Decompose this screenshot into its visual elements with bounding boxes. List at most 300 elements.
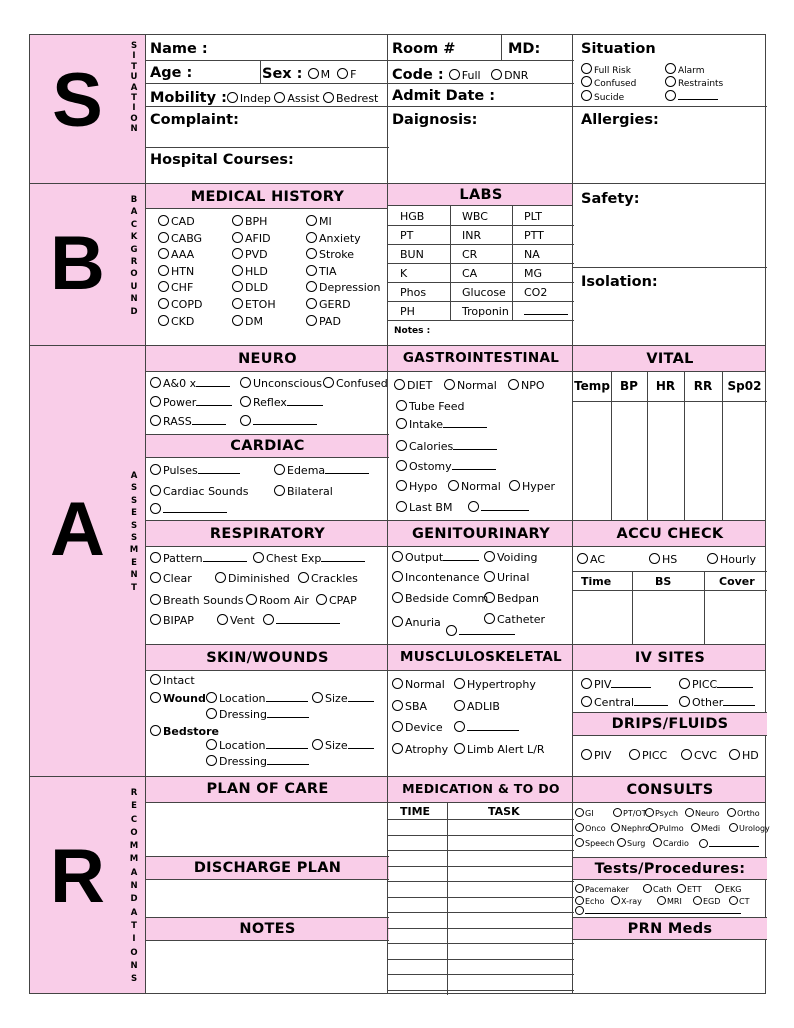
bipap-radio[interactable] [150, 614, 161, 625]
situation-admin-box [387, 34, 573, 184]
crackles-label: Crackles [311, 572, 358, 585]
history-dld-radio[interactable] [232, 281, 243, 292]
confused-radio[interactable] [581, 76, 592, 87]
intake-label: Intake [409, 418, 444, 431]
clear-radio[interactable] [150, 572, 161, 583]
gi-normal-label: Normal [457, 379, 497, 392]
test-egd-radio[interactable] [693, 896, 702, 905]
history-ckd-radio[interactable] [158, 315, 169, 326]
med-row-line [388, 835, 574, 836]
alarm-radio[interactable] [665, 63, 676, 74]
history-option [306, 298, 351, 310]
history-stroke-label: Stroke [319, 248, 355, 262]
resp-other-radio[interactable] [263, 614, 274, 625]
history-option [306, 215, 332, 227]
r-band [29, 776, 146, 994]
neuro-cardiac-box [145, 345, 388, 521]
consult-option [685, 808, 719, 818]
consult-gi-radio[interactable] [575, 808, 584, 817]
consult-option [611, 823, 650, 833]
history-option [232, 315, 263, 327]
history-cad-radio[interactable] [158, 215, 169, 226]
bedstore-location-radio[interactable] [206, 739, 217, 750]
cardiac-sounds-radio[interactable] [150, 485, 161, 496]
drip-hd-label: HD [742, 749, 759, 762]
medical-history-title: MEDICAL HISTORY [190, 189, 345, 205]
device-radio[interactable] [392, 721, 403, 732]
history-pad-label: PAD [319, 314, 341, 328]
tube-feed-radio[interactable] [396, 400, 407, 411]
history-option [306, 232, 361, 244]
history-bph-radio[interactable] [232, 215, 243, 226]
consult-other [699, 838, 759, 849]
wound-dressing-label: Dressing [219, 708, 267, 721]
intact-radio[interactable] [150, 674, 161, 685]
test-option [677, 884, 702, 894]
gu-title: GENITOURINARY [411, 526, 551, 542]
bedstore-size-label: Size [325, 739, 348, 752]
wound-location-label: Location [219, 692, 266, 705]
consult-onco-label: Onco [585, 824, 606, 833]
assist-radio[interactable] [274, 92, 285, 103]
notes-title: NOTES [239, 921, 296, 937]
iv-other-radio[interactable] [679, 696, 690, 707]
test-x-ray-label: X-ray [621, 897, 642, 906]
safety-box [572, 183, 766, 346]
sbar-report-sheet [29, 34, 770, 994]
msk-other-radio[interactable] [454, 721, 465, 732]
s-band [29, 34, 146, 184]
vent-label: Vent [230, 614, 255, 627]
gi-other-radio[interactable] [468, 501, 479, 512]
bedstore-radio[interactable] [150, 725, 161, 736]
room-field[interactable]: Room # [392, 41, 456, 57]
history-copd-radio[interactable] [158, 298, 169, 309]
bedrest-radio[interactable] [323, 92, 334, 103]
adlib-radio[interactable] [454, 700, 465, 711]
cpap-radio[interactable] [316, 594, 327, 605]
intake-radio[interactable] [396, 418, 407, 429]
accu-ac-label: AC [590, 553, 606, 566]
diet-radio[interactable] [394, 379, 405, 390]
test-ct-label: CT [739, 897, 750, 906]
iv-picc-label: PICC [692, 678, 718, 691]
drip-hd-radio[interactable] [729, 749, 740, 760]
consult-pulmo-label: Pulmo [659, 824, 684, 833]
consult-nephro-radio[interactable] [611, 823, 620, 832]
safety-field[interactable]: Safety: [581, 191, 640, 207]
rass-radio[interactable] [150, 415, 161, 426]
power-radio[interactable] [150, 396, 161, 407]
consult-option [691, 823, 720, 833]
code-dnr-radio[interactable] [491, 69, 502, 80]
consult-option [729, 823, 770, 833]
wound-size-radio[interactable] [312, 692, 323, 703]
lab-co2: CO2 [524, 286, 548, 299]
history-stroke-radio[interactable] [306, 248, 317, 259]
accu-check-title: ACCU CHECK [616, 526, 724, 542]
ao-radio[interactable] [150, 377, 161, 388]
consult-surg-radio[interactable] [617, 838, 626, 847]
musculoskeletal-box [387, 644, 573, 777]
consult-other-radio[interactable] [699, 839, 708, 848]
history-mi-radio[interactable] [306, 215, 317, 226]
history-option [158, 232, 202, 244]
hospital-courses-field[interactable]: Hospital Courses: [150, 152, 294, 168]
medication-title: MEDICATION & TO DO [402, 781, 560, 796]
hyper-radio[interactable] [509, 480, 520, 491]
history-option [158, 215, 195, 227]
restraints-radio[interactable] [665, 76, 676, 87]
bipap-label: BIPAP [163, 614, 194, 627]
med-row-line [388, 912, 574, 913]
history-depression-radio[interactable] [306, 281, 317, 292]
msk-title: MUSCLULOSKELETAL [400, 649, 562, 665]
bowel-normal-radio[interactable] [448, 480, 459, 491]
atrophy-radio[interactable] [392, 743, 403, 754]
msk-normal-label: Normal [405, 678, 445, 691]
med-row-line [388, 928, 574, 929]
iv-picc-radio[interactable] [679, 678, 690, 689]
history-option [306, 248, 354, 260]
room-air-radio[interactable] [246, 594, 257, 605]
genitourinary-box [387, 520, 573, 645]
test-ett-radio[interactable] [677, 884, 686, 893]
history-etoh-label: ETOH [245, 298, 276, 311]
hypertrophy-label: Hypertrophy [467, 678, 536, 691]
ostomy-radio[interactable] [396, 460, 407, 471]
vital-box [572, 345, 766, 521]
test-ct-radio[interactable] [729, 896, 738, 905]
consult-onco-radio[interactable] [575, 823, 584, 832]
output-label: Output [405, 551, 444, 564]
test-cath-radio[interactable] [643, 884, 652, 893]
neuro-confused-radio[interactable] [323, 377, 334, 388]
catheter-label: Catheter [497, 613, 546, 626]
history-copd-label: COPD [171, 298, 203, 311]
consults-box [572, 776, 770, 994]
npo-label: NPO [521, 379, 545, 392]
vent-radio[interactable] [217, 614, 228, 625]
history-cad-label: CAD [171, 215, 195, 228]
history-anxiety-radio[interactable] [306, 232, 317, 243]
sex-f-label: F [350, 68, 357, 81]
gu-other-radio[interactable] [446, 625, 457, 636]
reflex-label: Reflex [253, 396, 287, 409]
edema-radio[interactable] [274, 464, 285, 475]
iv-sites-title: IV SITES [634, 650, 706, 666]
drip-cvc-radio[interactable] [681, 749, 692, 760]
lab-ca: CA [462, 267, 478, 280]
respiratory-box [145, 520, 388, 645]
history-tia-label: TIA [319, 264, 337, 278]
crackles-radio[interactable] [298, 572, 309, 583]
calories-label: Calories [409, 440, 454, 453]
bedrest-label: Bedrest [335, 92, 379, 105]
restraints-label: Restraints [678, 79, 724, 89]
test-pacemaker-label: Pacemaker [585, 885, 629, 894]
gi-normal-radio[interactable] [444, 379, 455, 390]
test-pacemaker-radio[interactable] [575, 884, 584, 893]
consult-neuro-radio[interactable] [685, 808, 694, 817]
history-option [158, 315, 194, 327]
history-option [158, 298, 202, 310]
lab-k: K [400, 267, 408, 280]
s-vertical-label: S I T U A T I O N [130, 41, 138, 135]
cardiac-sounds-label: Cardiac Sounds [163, 485, 249, 498]
sba-radio[interactable] [392, 700, 403, 711]
pulses-radio[interactable] [150, 464, 161, 475]
history-cabg-label: CABG [171, 231, 203, 245]
consult-gi-label: GI [585, 809, 594, 818]
chest-exp-radio[interactable] [253, 552, 264, 563]
wound-location-radio[interactable] [206, 692, 217, 703]
s-letter: S [52, 58, 103, 143]
cardiac-other-radio[interactable] [150, 503, 161, 514]
indep-label: Indep [239, 92, 271, 105]
sucide-label: Sucide [594, 93, 625, 103]
wound-radio[interactable] [150, 692, 161, 703]
chest-exp-label: Chest Exp [266, 552, 322, 565]
consult-speech-radio[interactable] [575, 838, 584, 847]
allergies-field[interactable]: Allergies: [581, 112, 659, 128]
test-ekg-label: EKG [725, 885, 742, 894]
lab-troponin: Troponin [462, 305, 509, 318]
history-pad-radio[interactable] [306, 315, 317, 326]
bedside-comm-radio[interactable] [392, 592, 403, 603]
history-dm-radio[interactable] [232, 315, 243, 326]
reflex-radio[interactable] [240, 396, 251, 407]
iv-central-radio[interactable] [581, 696, 592, 707]
sex-m-radio[interactable] [308, 68, 319, 79]
consult-urology-radio[interactable] [729, 823, 738, 832]
npo-radio[interactable] [508, 379, 519, 390]
consult-option [649, 823, 684, 833]
test-option [715, 884, 742, 894]
history-hld-radio[interactable] [232, 265, 243, 276]
assist-label: Assist [287, 92, 320, 105]
consult-psych-radio[interactable] [645, 808, 654, 817]
consult-ortho-radio[interactable] [727, 808, 736, 817]
drip-picc-label: PICC [642, 749, 668, 762]
history-chf-radio[interactable] [158, 281, 169, 292]
history-ckd-label: CKD [171, 314, 195, 328]
history-pvd-radio[interactable] [232, 248, 243, 259]
complaint-field[interactable]: Complaint: [150, 112, 239, 128]
iv-sites-box [572, 644, 766, 777]
adlib-label: ADLIB [467, 700, 500, 713]
drip-cvc-label: CVC [694, 749, 717, 762]
lab-mg: MG [524, 267, 543, 280]
bedstore-size-radio[interactable] [312, 739, 323, 750]
hypertrophy-radio[interactable] [454, 678, 465, 689]
diagnosis-field[interactable]: Daignosis: [392, 112, 478, 128]
gastrointestinal-box [387, 345, 573, 521]
history-option [306, 315, 341, 327]
hypo-label: Hypo [409, 480, 438, 493]
drip-piv-radio[interactable] [581, 749, 592, 760]
consult-ortho-label: Ortho [737, 809, 760, 818]
lab-ptt: PTT [524, 229, 544, 242]
atrophy-label: Atrophy [405, 743, 449, 756]
power-label: Power [163, 396, 197, 409]
indep-radio[interactable] [227, 92, 238, 103]
calories-radio[interactable] [396, 440, 407, 451]
med-row-line [388, 897, 574, 898]
history-option [158, 265, 194, 277]
confused-label: Confused [594, 79, 637, 89]
sucide-radio[interactable] [581, 90, 592, 101]
consult-pulmo-radio[interactable] [649, 823, 658, 832]
device-label: Device [405, 721, 443, 734]
bedstore-dressing-radio[interactable] [206, 755, 217, 766]
accu-hs-radio[interactable] [649, 553, 660, 564]
test-option [575, 884, 629, 894]
history-htn-label: HTN [171, 264, 195, 278]
r-vertical-label: R E C O M M A N D A T I O N S [129, 788, 139, 985]
admit-date-field[interactable]: Admit Date : [392, 88, 496, 104]
consult-nephro-label: Nephro [621, 824, 651, 833]
cardiac-title: CARDIAC [230, 438, 305, 454]
unconscious-radio[interactable] [240, 377, 251, 388]
labs-box [387, 183, 573, 346]
bedpan-radio[interactable] [484, 592, 495, 603]
accu-time-header: Time [581, 575, 612, 588]
lab-phos: Phos [400, 286, 427, 299]
medical-history-box [145, 183, 388, 346]
history-tia-radio[interactable] [306, 265, 317, 276]
code-full-radio[interactable] [449, 69, 460, 80]
test-ekg-radio[interactable] [715, 884, 724, 893]
diminished-radio[interactable] [215, 572, 226, 583]
history-depression-label: Depression [319, 281, 381, 295]
consult-pt-ot-radio[interactable] [613, 808, 622, 817]
med-row-line [388, 959, 574, 960]
drip-option [581, 749, 611, 761]
age-field[interactable]: Age : [150, 65, 193, 81]
other-situation-radio[interactable] [665, 90, 676, 101]
consult-option [645, 808, 678, 818]
voiding-radio[interactable] [484, 551, 495, 562]
full-risk-radio[interactable] [581, 63, 592, 74]
wound-dressing-radio[interactable] [206, 708, 217, 719]
history-option [306, 281, 381, 293]
test-mri-radio[interactable] [657, 896, 666, 905]
plan-box [145, 776, 388, 994]
output-radio[interactable] [392, 551, 403, 562]
med-row-line [388, 881, 574, 882]
hyper-label: Hyper [522, 480, 556, 493]
test-other-radio[interactable] [575, 906, 584, 915]
history-option [232, 248, 268, 260]
incontenance-radio[interactable] [392, 571, 403, 582]
mobility-label: Mobility : [150, 90, 227, 106]
history-aaa-label: AAA [171, 248, 195, 262]
urinal-radio[interactable] [484, 571, 495, 582]
bedstore-label: Bedstore [163, 725, 219, 738]
lab-cr: CR [462, 248, 478, 261]
iv-piv-label: PIV [594, 678, 612, 691]
history-cabg-radio[interactable] [158, 232, 169, 243]
code-dnr-label: DNR [504, 69, 529, 82]
isolation-field[interactable]: Isolation: [581, 274, 658, 290]
history-dld-label: DLD [245, 281, 269, 295]
test-echo-radio[interactable] [575, 896, 584, 905]
iv-piv-radio[interactable] [581, 678, 592, 689]
accu-ac-radio[interactable] [577, 553, 588, 564]
discharge-plan-title: DISCHARGE PLAN [193, 860, 342, 876]
last-bm-radio[interactable] [396, 501, 407, 512]
accu-check-box [572, 520, 766, 645]
anuria-radio[interactable] [392, 616, 403, 627]
history-option [158, 281, 193, 293]
breath-sounds-label: Breath Sounds [163, 594, 244, 607]
labs-notes-field[interactable]: Notes : [394, 326, 431, 336]
history-aaa-radio[interactable] [158, 248, 169, 259]
unconscious-label: Unconscious [253, 377, 323, 390]
last-bm-label: Last BM [409, 501, 453, 514]
sex-f-radio[interactable] [337, 68, 348, 79]
breath-sounds-radio[interactable] [150, 594, 161, 605]
situation-status-box [572, 34, 766, 184]
history-gerd-radio[interactable] [306, 298, 317, 309]
neuro-other-radio[interactable] [240, 415, 251, 426]
bedstore-dressing-label: Dressing [219, 755, 267, 768]
msk-normal-radio[interactable] [392, 678, 403, 689]
tests-title: Tests/Procedures: [594, 861, 746, 877]
test-x-ray-radio[interactable] [611, 896, 620, 905]
medication-box [387, 776, 573, 994]
vital-temp-header: Temp [574, 379, 610, 393]
md-field[interactable]: MD: [508, 41, 541, 57]
med-row-line [388, 866, 574, 867]
plan-of-care-title: PLAN OF CARE [206, 781, 329, 797]
lab-inr: INR [462, 229, 482, 242]
vital-title: VITAL [646, 351, 694, 367]
respiratory-title: RESPIRATORY [209, 526, 326, 542]
history-afid-label: AFID [245, 231, 271, 245]
b-band [29, 183, 146, 346]
consult-cardio-radio[interactable] [653, 838, 662, 847]
history-afid-radio[interactable] [232, 232, 243, 243]
r-letter: R [50, 834, 105, 919]
diminished-label: Diminished [228, 572, 290, 585]
accu-hourly-radio[interactable] [707, 553, 718, 564]
history-pvd-label: PVD [245, 248, 268, 262]
med-row-line [388, 850, 574, 851]
situation-patient-box [145, 34, 388, 184]
history-hld-label: HLD [245, 264, 268, 278]
sex-label: Sex : [262, 66, 303, 82]
drip-option [681, 749, 717, 761]
catheter-radio[interactable] [484, 613, 495, 624]
sba-label: SBA [405, 700, 428, 713]
drip-picc-radio[interactable] [629, 749, 640, 760]
test-echo-label: Echo [585, 897, 605, 906]
history-gerd-label: GERD [319, 298, 351, 311]
hypo-radio[interactable] [396, 480, 407, 491]
bilateral-radio[interactable] [274, 485, 285, 496]
consult-medi-radio[interactable] [691, 823, 700, 832]
lab-pt: PT [400, 229, 414, 242]
pattern-radio[interactable] [150, 552, 161, 563]
gi-title: GASTROINTESTINAL [402, 350, 560, 366]
limb-alert-radio[interactable] [454, 743, 465, 754]
history-etoh-radio[interactable] [232, 298, 243, 309]
name-field[interactable]: Name : [150, 41, 208, 57]
history-htn-radio[interactable] [158, 265, 169, 276]
consult-option [575, 838, 614, 848]
